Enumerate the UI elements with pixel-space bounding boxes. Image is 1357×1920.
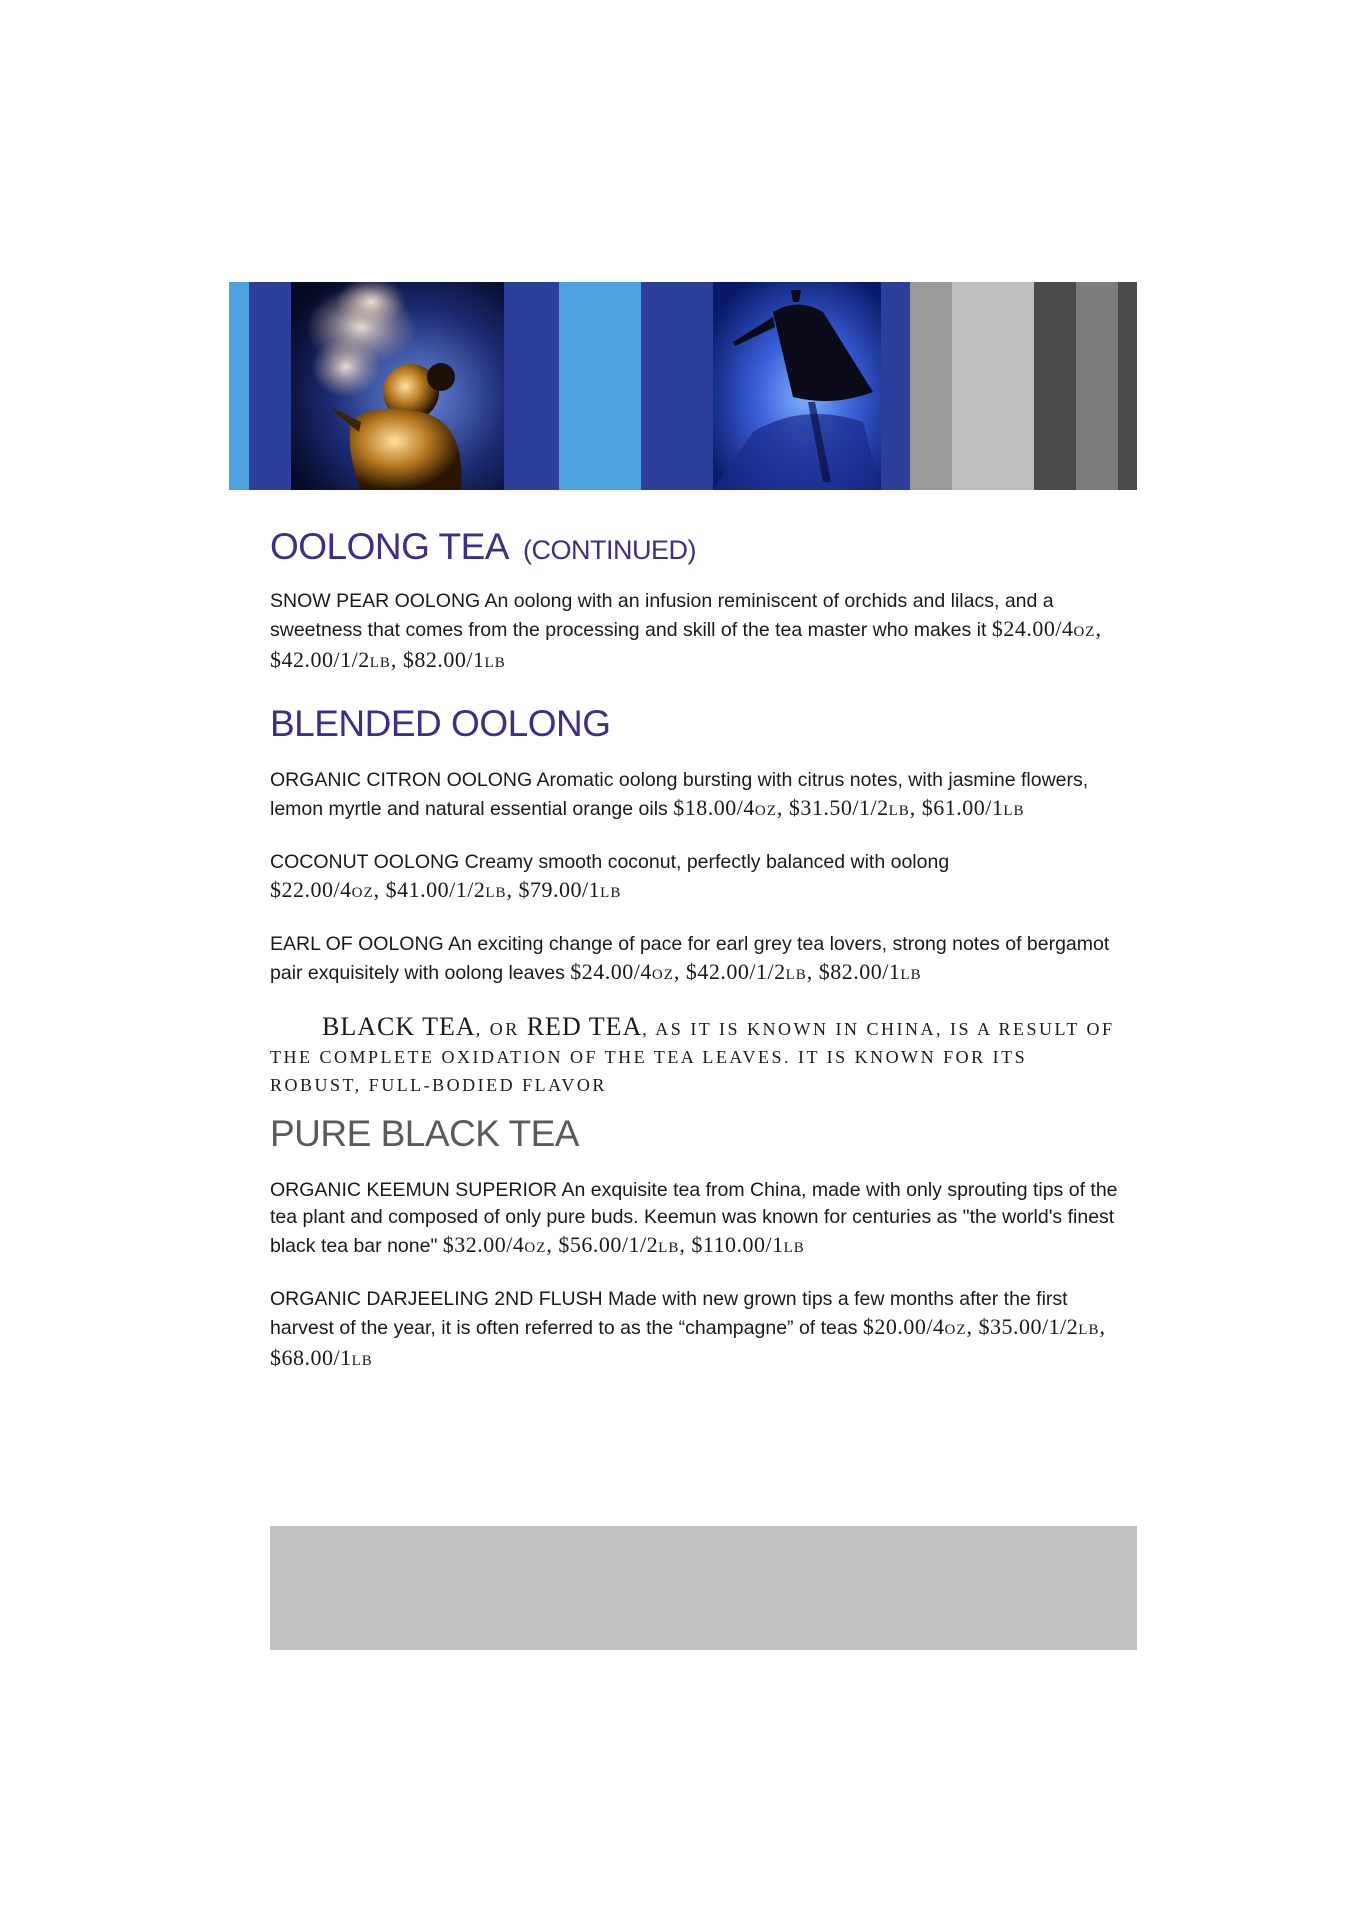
tea-item: [270, 1177, 1120, 1262]
tea-description: SNOW PEAR OOLONG An oolong with an infusion reminiscent of orchids and lilacs, and a sweetness that comes from the processing and skill of the tea master who makes it: [270, 590, 1054, 641]
tea-description: EARL OF OOLONG An exciting change of pace for earl grey tea lovers, strong notes of bergamot pair exquisitely with oolong leaves: [270, 933, 1110, 984]
tea-item: [270, 588, 1120, 677]
section-subtitle: (CONTINUED): [523, 535, 696, 565]
section-title-text: OOLONG TEA: [270, 526, 509, 567]
banner-stripe: [910, 282, 952, 490]
tea-item: [270, 931, 1120, 989]
tea-prices: $20.00/4OZ, $35.00/1/2LB, $68.00/1LB: [270, 1314, 1106, 1370]
tea-description: ORGANIC KEEMUN SUPERIOR An exquisite tea from China, made with only sprouting tips of the tea plant and composed of only pure buds. Keemun was known for centuries as "the world's finest black tea bar none": [270, 1179, 1118, 1257]
menu-content: [270, 520, 1120, 1375]
section-title-blended: BLENDED OOLONG: [270, 703, 611, 744]
tea-description: COCONUT OOLONG Creamy smooth coconut, perfectly balanced with oolong: [270, 851, 950, 873]
banner-stripe: [1034, 282, 1076, 490]
tea-item: [270, 1286, 1120, 1375]
tea-item: [270, 767, 1120, 825]
section-title-oolong: [270, 526, 1120, 568]
tea-prices: $18.00/4OZ, $31.50/1/2LB, $61.00/1LB: [673, 795, 1025, 820]
banner-stripe: [1118, 282, 1137, 490]
tea-description: ORGANIC DARJEELING 2ND FLUSH Made with new grown tips a few months after the first harvest of the year, it is often referred to as the “champagne” of teas: [270, 1288, 1068, 1339]
section-title-black: PURE BLACK TEA: [270, 1113, 579, 1154]
tea-item: [270, 849, 1120, 907]
tea-description: ORGANIC CITRON OOLONG Aromatic oolong bursting with citrus notes, with jasmine flowers, lemon myrtle and natural essential orange oils: [270, 769, 1089, 820]
tea-prices: $22.00/4OZ, $41.00/1/2LB, $79.00/1LB: [270, 877, 622, 902]
banner-stripe: [641, 282, 713, 490]
tea-prices: $24.00/4OZ, $42.00/1/2LB, $82.00/1LB: [270, 616, 1102, 672]
footer-box: [270, 1526, 1137, 1650]
black-tea-intro: BLACK TEA, OR RED TEA, AS IT IS KNOWN IN CHINA, IS A RESULT OF THE COMPLETE OXIDATION OF THE TEA LEAVES. IT IS KNOWN FOR ITS ROBUST, FULL-BODIED FLAVOR: [270, 1012, 1115, 1095]
banner-stripe: [881, 282, 910, 490]
banner-stripe: [249, 282, 291, 490]
teapot-shadow-photo: [713, 282, 881, 490]
header-banner: [229, 282, 1137, 490]
tea-prices: $24.00/4OZ, $42.00/1/2LB, $82.00/1LB: [570, 959, 922, 984]
steaming-kettle-photo: [291, 282, 504, 490]
banner-stripe: [559, 282, 641, 490]
banner-stripe: [1076, 282, 1118, 490]
banner-stripe: [952, 282, 1034, 490]
banner-stripe: [504, 282, 559, 490]
tea-prices: $32.00/4OZ, $56.00/1/2LB, $110.00/1LB: [442, 1232, 805, 1257]
banner-stripe: [229, 282, 249, 490]
